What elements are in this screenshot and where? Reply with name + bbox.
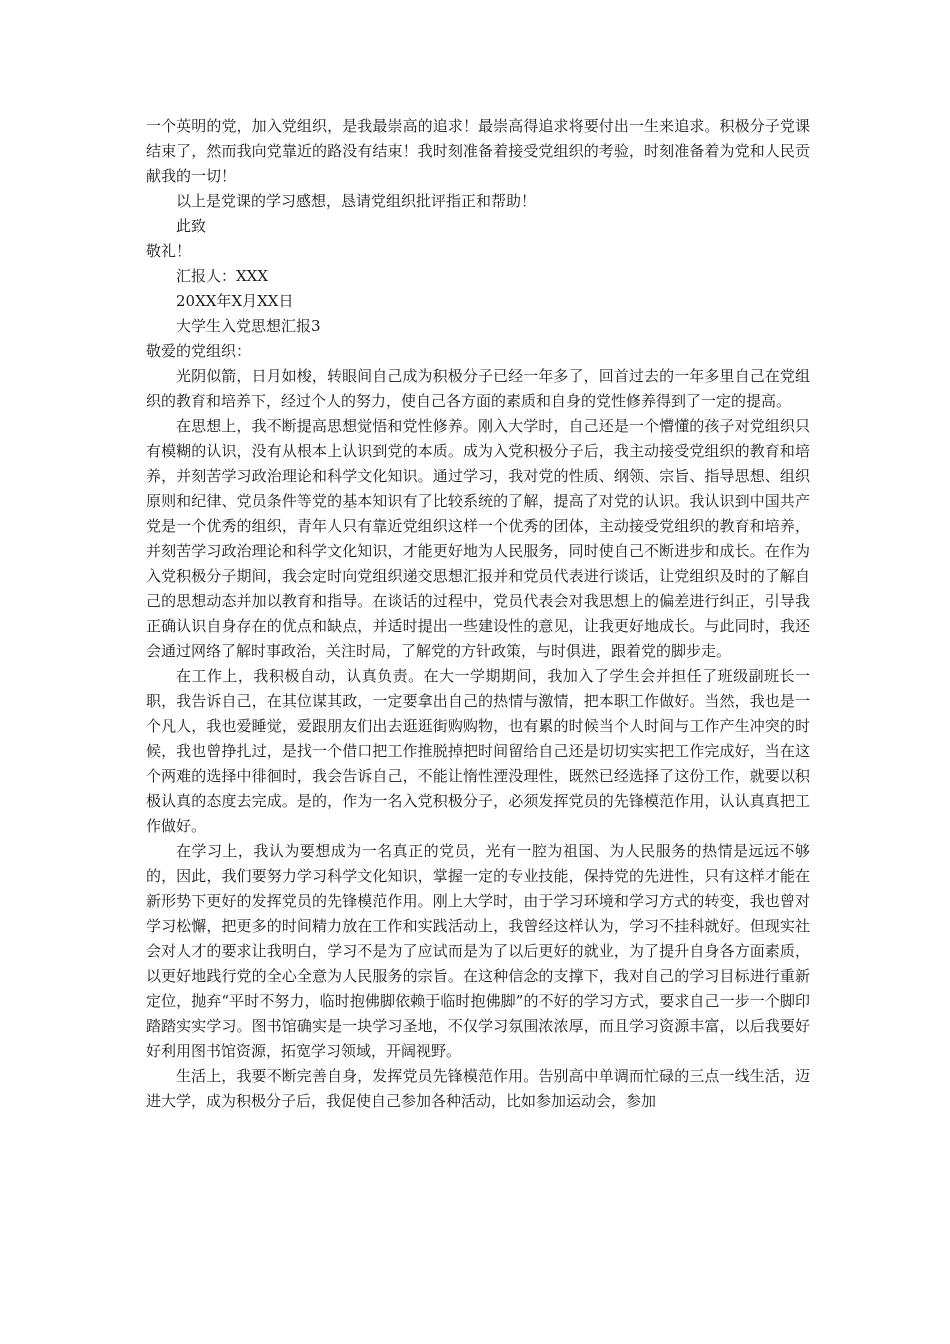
section-title: 大学生入党思想汇报3 [176, 317, 321, 335]
letter-greeting: 敬爱的党组织： [146, 342, 252, 360]
reporter-name: 汇报人：XXX [176, 267, 269, 285]
paragraph-intro-continuation: 一个英明的党，加入党组织，是我最崇高的追求！最崇高得追求将要付出一生来追求。积极分子党课结束了，然而我向党靠近的路没有结束！我时刻准备着接受党组织的考验，时刻准备着为党和人民贡献我的一切！ [146, 117, 810, 185]
salutation-cizhi: 此致 [176, 217, 207, 235]
paragraph-life: 生活上，我要不断完善自身，发挥党员先锋模范作用。告别高中单调而忙碌的三点一线生活，迈进大学，成为积极分子后，我促使自己参加各种活动，比如参加运动会，参加 [146, 1067, 810, 1110]
paragraph-work: 在工作上，我积极自动，认真负责。在大一学期期间，我加入了学生会并担任了班级副班长一职，我告诉自己，在其位谋其政，一定要拿出自己的热情与激情，把本职工作做好。当然，我也是一个凡人，我也爱睡觉，爱跟朋友们出去逛逛街购购物，也有累的时候当个人时间与工作产生冲突的时候，我也曾挣扎过，是找一个借口把工作推脱掉把时间留给自己还是切切实实把工作完成好，当在这个两难的选择中徘徊时，我会告诉自己，不能让惰性湮没理性，既然已经选择了这份工作，就要以积极认真的态度去完成。是的，作为一名入党积极分子，必须发挥党员的先锋模范作用，认认真真把工作做好。 [146, 667, 810, 835]
paragraph-thought: 在思想上，我不断提高思想觉悟和党性修养。刚入大学时，自己还是一个懵懂的孩子对党组织只有模糊的认识，没有从根本上认识到党的本质。成为入党积极分子后，我主动接受党组织的教育和培养，并刻苦学习政治理论和科学文化知识。通过学习，我对党的性质、纲领、宗旨、指导思想、组织原则和纪律、党员条件等党的基本知识有了比较系统的了解，提高了对党的认识。我认识到中国共产党是一个优秀的组织，青年人只有靠近党组织这样一个优秀的团体，主动接受党组织的教育和培养，并刻苦学习政治理论和科学文化知识，才能更好地为人民服务，同时使自己不断进步和成长。在作为入党积极分子期间，我会定时向党组织递交思想汇报并和党员代表进行谈话，让党组织及时的了解自己的思想动态并加以教育和指导。在谈话的过程中，党员代表会对我思想上的偏差进行纠正，引导我正确认识自身存在的优点和缺点，并适时提出一些建设性的意见，让我更好地成长。与此同时，我还会通过网络了解时事政治，关注时局，了解党的方针政策，与时俱进，跟着党的脚步走。 [146, 417, 810, 660]
document-body [146, 114, 810, 1114]
report-date: 20XX年X月XX日 [176, 292, 294, 310]
salutation-jingli: 敬礼！ [146, 242, 192, 260]
paragraph-closing-request: 以上是党课的学习感想，恳请党组织批评指正和帮助！ [176, 192, 537, 210]
paragraph-study: 在学习上，我认为要想成为一名真正的党员，光有一腔为祖国、为人民服务的热情是远远不够的，因此，我们要努力学习科学文化知识，掌握一定的专业技能，保持党的先进性，只有这样才能在新形势下更好的发挥党员的先锋模范作用。刚上大学时，由于学习环境和学习方式的转变，我也曾对学习松懈，把更多的时间精力放在工作和实践活动上，我曾经这样认为，学习不挂科就好。但现实社会对人才的要求让我明白，学习不是为了应试而是为了以后更好的就业，为了提升自身各方面素质，以更好地践行党的全心全意为人民服务的宗旨。在这种信念的支撑下，我对自己的学习目标进行重新定位，抛弃“平时不努力，临时抱佛脚依赖于临时抱佛脚”的不好的学习方式，要求自己一步一个脚印踏踏实实学习。图书馆确实是一块学习圣地，不仅学习氛围浓浓厚，而且学习资源丰富，以后我要好好利用图书馆资源，拓宽学习领域，开阔视野。 [146, 842, 810, 1060]
paragraph-opening: 光阴似箭，日月如梭，转眼间自己成为积极分子已经一年多了，回首过去的一年多里自己在党组织的教育和培养下，经过个人的努力，使自己各方面的素质和自身的党性修养得到了一定的提高。 [146, 367, 810, 410]
